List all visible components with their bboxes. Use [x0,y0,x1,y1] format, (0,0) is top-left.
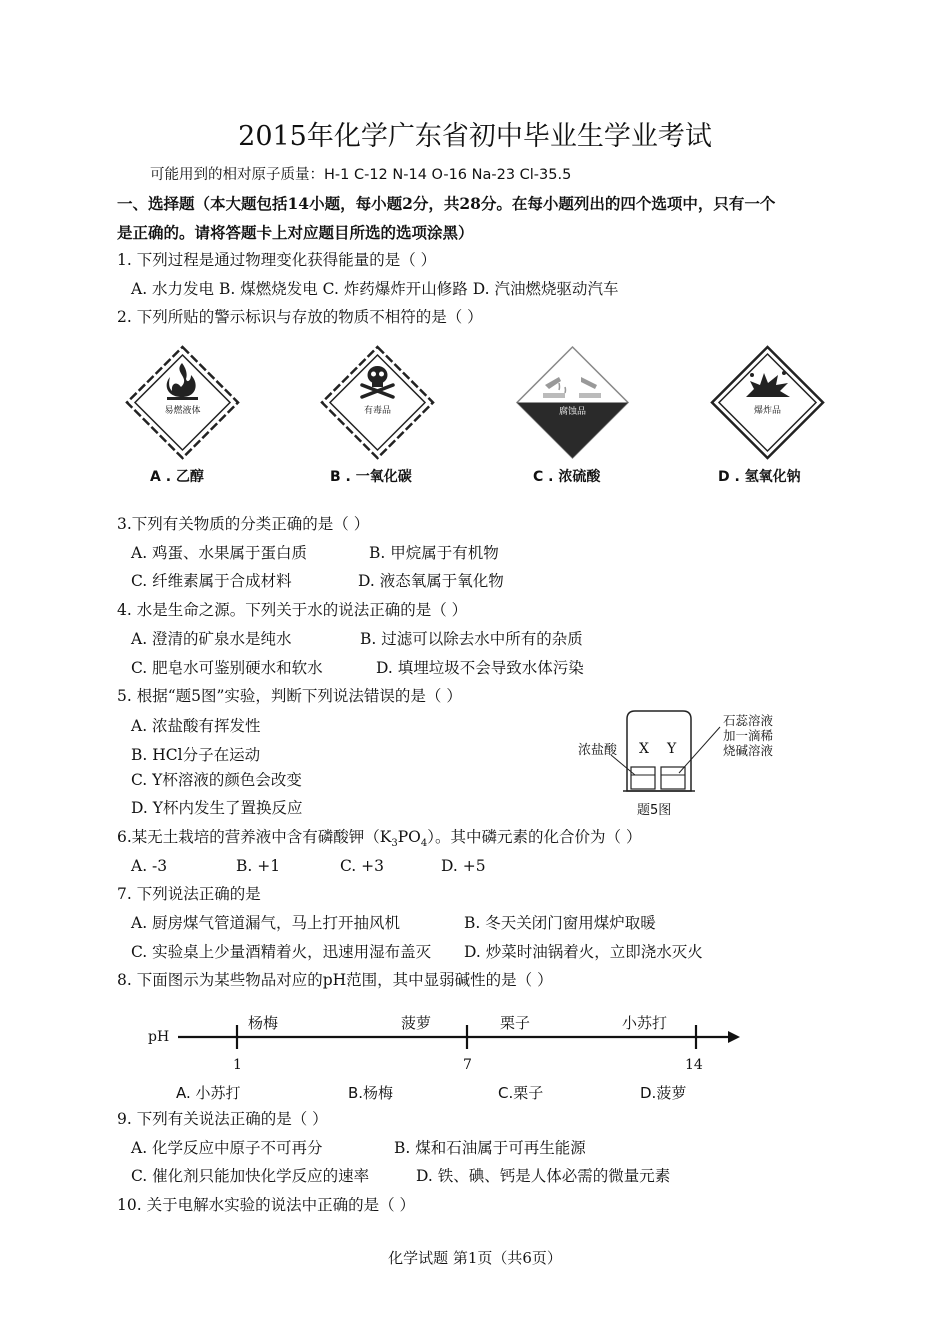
q8-option-b: B.杨梅 [348,1084,394,1102]
ph-tick-7: 7 [463,1057,472,1073]
q5-stem: 5. 根据“题5图”实验，判断下列说法错误的是（ ） [117,687,462,705]
q7-option-a: A. 厨房煤气管道漏气，马上打开抽风机 [131,914,401,932]
ph-scale-figure [140,1005,750,1105]
q4-option-b: B. 过滤可以除去水中所有的杂质 [360,630,583,648]
q6-option-a: A. -3 [131,857,168,875]
q5-label-right-3: 烧碱溶液 [723,743,774,758]
q10-stem: 10. 关于电解水实验的说法中正确的是（ ） [117,1196,416,1214]
hazard-sign-toxic [320,345,435,460]
q5-label-right-2: 加一滴稀 [723,728,774,743]
q6-option-b: B. +1 [236,857,281,875]
q5-figure [575,705,800,820]
q9-option-c: C. 催化剂只能加快化学反应的速率 [131,1167,370,1185]
q2-stem: 2. 下列所贴的警示标识与存放的物质不相符的是（ ） [117,308,483,326]
q5-option-c: C. Y杯溶液的颜色会改变 [131,771,302,789]
sign-c-label: 腐蚀品 [558,407,586,417]
q3-option-d: D. 液态氧属于氧化物 [358,572,504,590]
q3-option-b: B. 甲烷属于有机物 [369,544,499,562]
q1-options: A. 水力发电 B. 煤燃烧发电 C. 炸药爆炸开山修路 D. 汽油燃烧驱动汽车 [131,280,619,298]
ph-tick-14: 14 [685,1057,703,1073]
hazard-sign-explosive [710,345,825,460]
q1-stem: 1. 下列过程是通过物理变化获得能量的是（ ） [117,251,437,269]
q5-label-y: Y [667,741,677,757]
q3-stem: 3.下列有关物质的分类正确的是（ ） [117,515,370,533]
q8-option-c: C.栗子 [498,1084,544,1102]
sign-c-caption: C . 浓硫酸 [533,469,601,485]
corrosive-icon [515,345,630,460]
q6-option-c: C. +3 [340,857,385,875]
section-heading-line1: 一、选择题（本大题包括14小题，每小题2分，共28分。在每小题列出的四个选项中，只有一个 [117,194,776,213]
ph-axis-label: pH [148,1029,170,1045]
q3-option-a: A. 鸡蛋、水果属于蛋白质 [131,544,308,562]
sign-a-label: 易燃液体 [164,406,201,416]
hazard-sign-flammable [125,345,240,460]
q5-option-a: A. 浓盐酸有挥发性 [131,717,261,735]
page-title: 2015年化学广东省初中毕业生学业考试 [238,121,712,152]
q5-label-concentrated-hcl: 浓盐酸 [578,743,618,758]
page-footer: 化学试题 第1页（共6页） [388,1249,562,1267]
q8-option-d: D.菠萝 [640,1084,687,1102]
q6-stem: 6.某无土栽培的营养液中含有磷酸钾$(K_3PO_4)$。其中磷元素的化合价为（ ） [117,828,642,850]
q5-option-b: B. HCl分子在运动 [131,746,261,764]
q7-option-b: B. 冬天关闭门窗用煤炉取暖 [464,914,656,932]
q7-option-d: D. 炒菜时油锅着火，立即浇水灭火 [464,943,703,961]
q8-option-a: A. 小苏打 [176,1084,241,1102]
sign-a-caption: A . 乙醇 [150,469,204,485]
ph-item-boluo: 菠萝 [401,1014,432,1032]
q4-stem: 4. 水是生命之源。下列关于水的说法正确的是（ ） [117,601,468,619]
ph-item-lizi: 栗子 [500,1014,531,1032]
q9-option-d: D. 铁、碘、钙是人体必需的微量元素 [416,1167,671,1185]
q9-option-a: A. 化学反应中原子不可再分 [131,1139,323,1157]
sign-b-caption: B . 一氧化碳 [330,469,412,485]
q5-figure-caption: 题5图 [637,803,672,818]
q5-option-d: D. Y杯内发生了置换反应 [131,799,303,817]
q3-option-c: C. 纤维素属于合成材料 [131,572,292,590]
q4-option-d: D. 填埋垃圾不会导致水体污染 [376,659,584,677]
q7-stem: 7. 下列说法正确的是 [117,885,261,903]
q5-label-right-1: 石蕊溶液 [723,713,774,728]
section-heading-line2: 是正确的。请将答题卡上对应题目所选的选项涂黑） [117,223,474,242]
q9-option-b: B. 煤和石油属于可再生能源 [394,1139,586,1157]
q5-label-x: X [639,741,649,757]
q7-option-c: C. 实验桌上少量酒精着火，迅速用湿布盖灭 [131,943,432,961]
q9-stem: 9. 下列有关说法正确的是（ ） [117,1110,328,1128]
ph-item-xiaosuda: 小苏打 [622,1014,668,1032]
hazard-sign-corrosive [515,345,630,460]
ph-tick-1: 1 [233,1057,242,1073]
q4-option-c: C. 肥皂水可鉴别硬水和软水 [131,659,323,677]
atomic-masses: 可能用到的相对原子质量：H-1 C-12 N-14 O-16 Na-23 Cl-35.5 [150,167,572,183]
q4-option-a: A. 澄清的矿泉水是纯水 [131,630,292,648]
sign-d-label: 爆炸品 [753,406,781,416]
sign-b-label: 有毒品 [363,406,391,416]
ph-item-yangmei: 杨梅 [248,1014,279,1032]
q6-option-d: D. +5 [441,857,486,875]
sign-d-caption: D . 氢氧化钠 [718,469,801,485]
q8-stem: 8. 下面图示为某些物品对应的pH范围，其中显弱碱性的是（ ） [117,971,553,989]
